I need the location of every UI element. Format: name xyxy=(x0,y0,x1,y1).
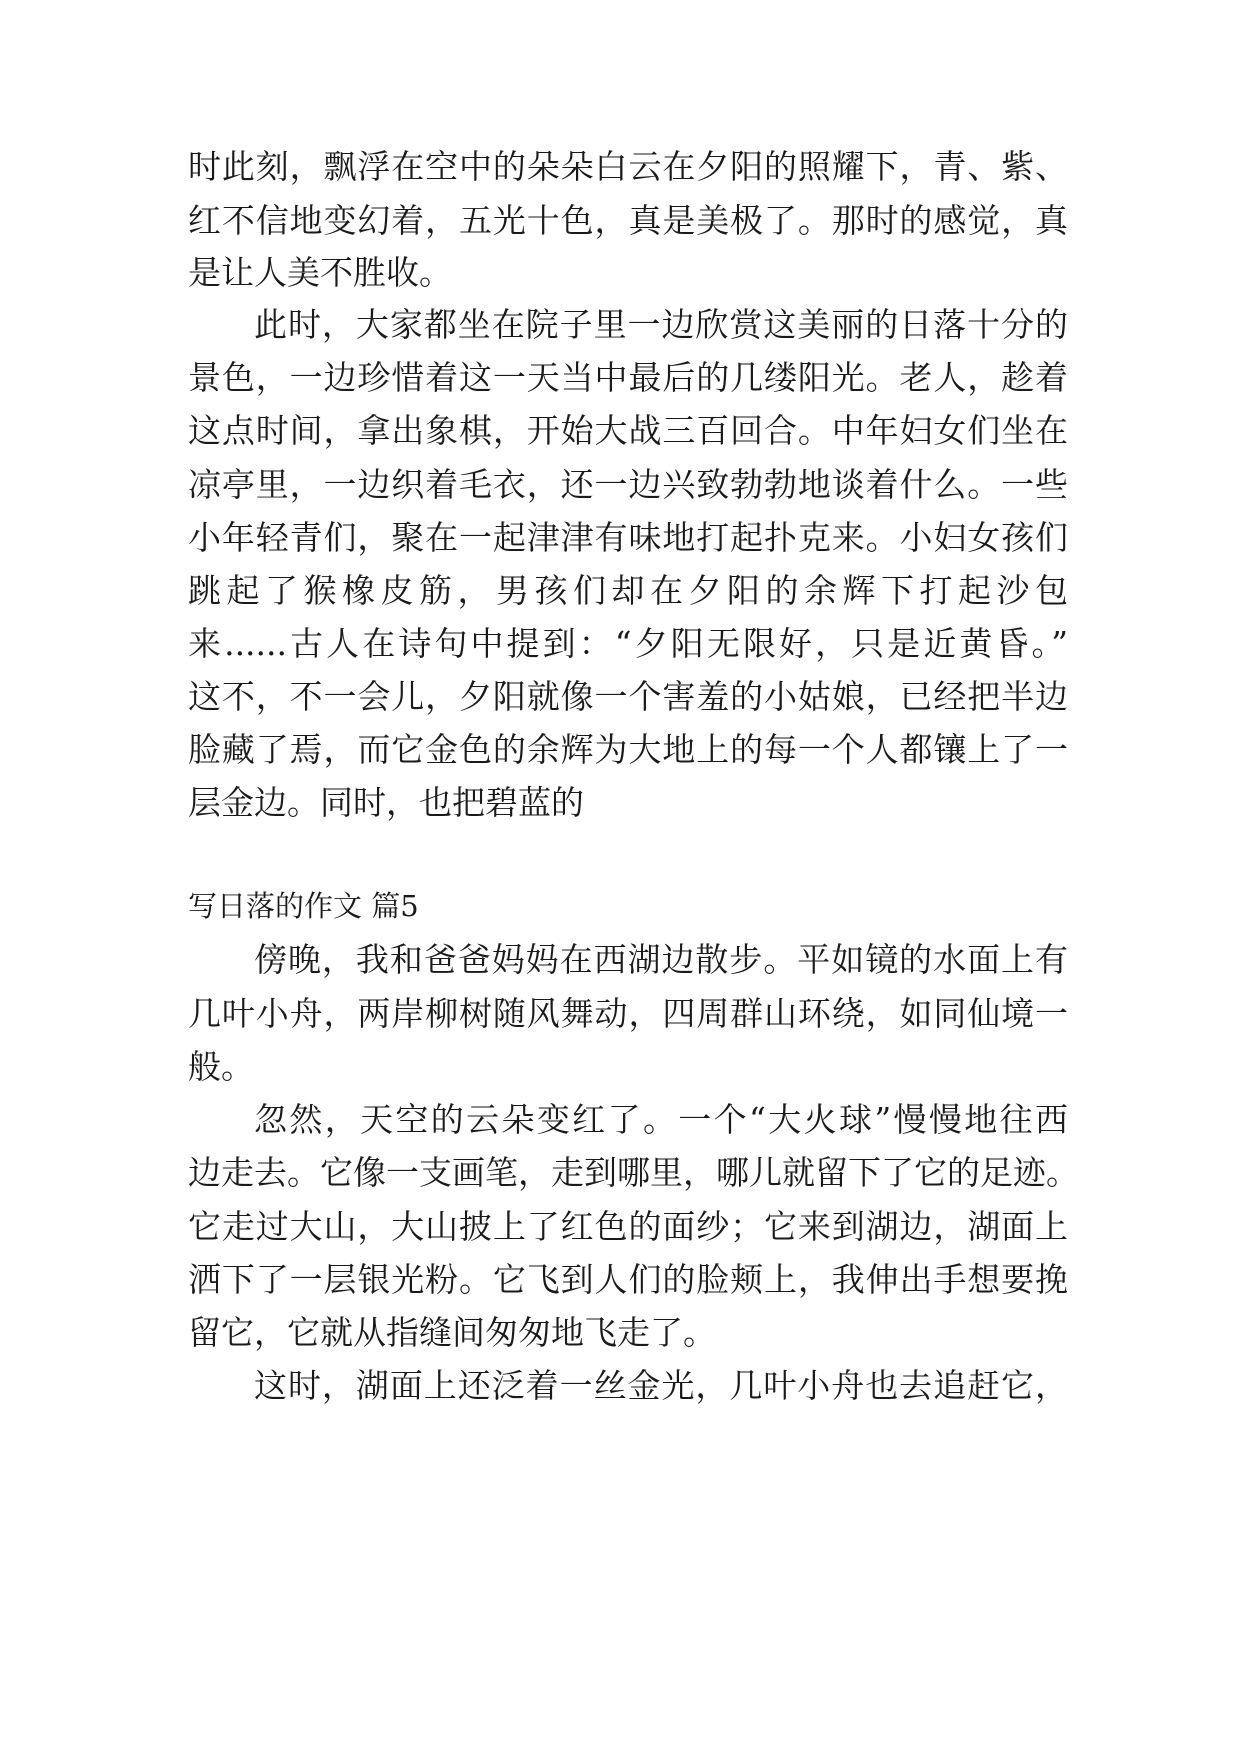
section-heading: 写日落的作文 篇5 xyxy=(188,889,419,923)
paragraph-4-line-4: 洒下了一层银光粉。它飞到人们的脸颊上，我伸出手想要挽 xyxy=(188,1260,1068,1299)
paragraph-4-line-3: 它走过大山，大山披上了红色的面纱；它来到湖边，湖面上 xyxy=(188,1207,1068,1246)
paragraph-2-line-8: 这不，不一会儿，夕阳就像一个害羞的小姑娘，已经把半边 xyxy=(188,677,1068,716)
paragraph-3-line-3: 般。 xyxy=(188,1047,254,1086)
paragraph-2-line-6: 跳起了猴橡皮筋，男孩们却在夕阳的余辉下打起沙包 xyxy=(188,571,1068,610)
paragraph-3-line-1: 傍晚，我和爸爸妈妈在西湖边散步。平如镜的水面上有 xyxy=(254,940,1068,979)
paragraph-1-line-3: 是让人美不胜收。 xyxy=(188,253,452,292)
paragraph-2-line-3: 这点时间，拿出象棋，开始大战三百回合。中年妇女们坐在 xyxy=(188,411,1068,450)
paragraph-2-line-10: 层金边。同时，也把碧蓝的 xyxy=(188,783,584,822)
paragraph-1-line-2: 红不信地变幻着，五光十色，真是美极了。那时的感觉，真 xyxy=(188,201,1068,240)
paragraph-2-line-5: 小年轻青们，聚在一起津津有味地打起扑克来。小妇女孩们 xyxy=(188,518,1068,557)
paragraph-4-line-5: 留它，它就从指缝间匆匆地飞走了。 xyxy=(188,1313,716,1352)
paragraph-2-line-4: 凉亭里，一边织着毛衣，还一边兴致勃勃地谈着什么。一些 xyxy=(188,465,1068,504)
paragraph-2-line-1: 此时，大家都坐在院子里一边欣赏这美丽的日落十分的 xyxy=(254,305,1068,344)
paragraph-2-line-9: 脸藏了焉，而它金色的余辉为大地上的每一个人都镶上了一 xyxy=(188,730,1068,769)
paragraph-5-line-1: 这时，湖面上还泛着一丝金光，几叶小舟也去追赶它， xyxy=(254,1366,1068,1405)
paragraph-1-line-1: 时此刻，飘浮在空中的朵朵白云在夕阳的照耀下，青、紫、 xyxy=(188,147,1068,186)
paragraph-2-line-2: 景色，一边珍惜着这一天当中最后的几缕阳光。老人，趁着 xyxy=(188,358,1068,397)
paragraph-4-line-2: 边走去。它像一支画笔，走到哪里，哪儿就留下了它的足迹。 xyxy=(188,1153,1079,1192)
paragraph-2-line-7: 来......古人在诗句中提到：“夕阳无限好，只是近黄昏。” xyxy=(188,624,1068,663)
paragraph-3-line-2: 几叶小舟，两岸柳树随风舞动，四周群山环绕，如同仙境一 xyxy=(188,994,1068,1033)
paragraph-4-line-1: 忽然，天空的云朵变红了。一个“大火球”慢慢地往西 xyxy=(254,1100,1068,1139)
